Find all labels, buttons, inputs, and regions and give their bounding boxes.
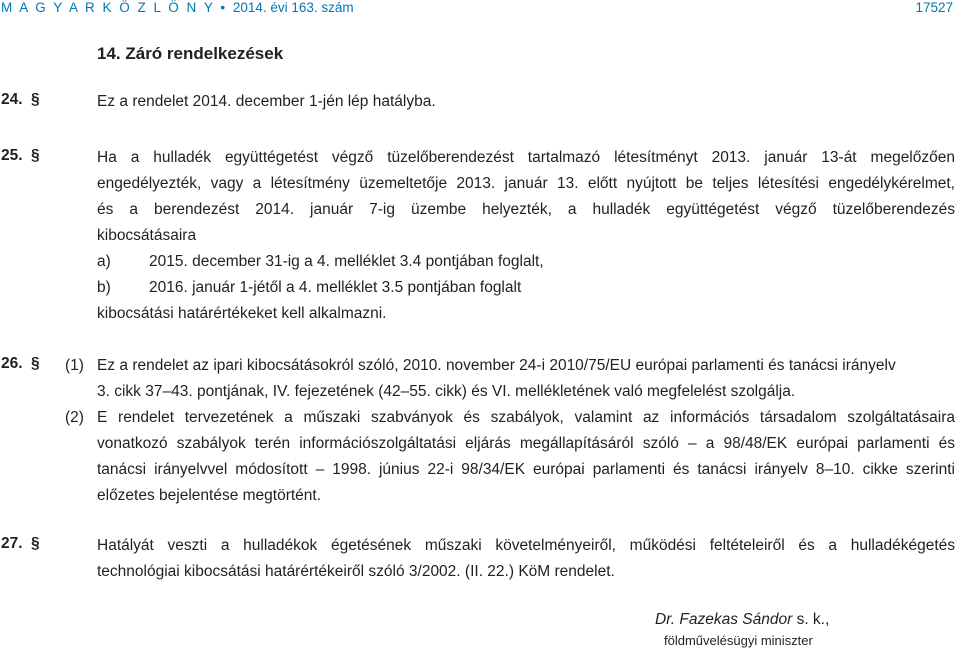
section-sign: § — [31, 535, 40, 552]
item-marker: a) — [97, 253, 111, 270]
signature-suffix: s. k., — [792, 611, 830, 628]
text-line: E rendelet tervezetének a műszaki szabványok és szabályok, valamint az információs társadalom szolgáltatásaira — [97, 409, 955, 426]
text-line: technológiai kibocsátási határértékeiről szóló 3/2002. (II. 22.) KöM rendelet. — [97, 563, 615, 580]
section-sign: § — [31, 147, 40, 164]
text-line: Hatályát veszti a hulladékok égetésének műszaki követelményeiről, működési feltételeiről és a hulladékégetés — [97, 537, 955, 554]
subsection-1-body — [97, 353, 955, 405]
section-title: 14. Záró rendelkezések — [97, 44, 284, 63]
section-sign: § — [31, 91, 40, 108]
closing-text: kibocsátási határértékeket kell alkalmazni. — [97, 305, 387, 322]
paragraph-body — [97, 533, 955, 585]
text-line: Ez a rendelet az ipari kibocsátásokról szóló, 2010. november 24-i 2010/75/EU európai parlamenti és tanácsi irányelv — [97, 357, 896, 374]
text-line: Ha a hulladék együttégetést végző tüzelőberendezést tartalmazó létesítményt 2013. január 13-át megelőzően — [97, 149, 955, 166]
signature-name — [655, 611, 829, 629]
paragraph-body — [97, 145, 955, 249]
signatory-title: földművelésügyi miniszter — [664, 633, 813, 648]
item-text: 2015. december 31-ig a 4. melléklet 3.4 pontjában foglalt, — [149, 253, 544, 270]
text-line: vonatkozó szabályok terén információszolgáltatási eljárás megállapításáról szóló – a 98/48/EK európai parlamenti és — [97, 435, 955, 452]
header-journal-info — [1, 0, 354, 16]
journal-name: M A G Y A R K Ö Z L Ö N Y — [1, 0, 215, 15]
page-number: 17527 — [915, 0, 953, 15]
item-text: 2016. január 1-jétől a 4. melléklet 3.5 pontjában foglalt — [149, 279, 522, 296]
paragraph-number: 27. — [1, 535, 23, 552]
paragraph-number: 24. — [1, 91, 23, 108]
text-line: és a berendezést 2014. január 7-ig üzembe helyezték, a hulladék együttégetést végző tüzelőberendezés — [97, 201, 955, 218]
subsection-2-body — [97, 405, 955, 509]
item-marker: b) — [97, 279, 111, 296]
subsection-marker: (1) — [65, 357, 84, 374]
section-sign: § — [31, 355, 40, 372]
paragraph-number: 25. — [1, 147, 23, 164]
paragraph-number: 26. — [1, 355, 23, 372]
text-line: 3. cikk 37–43. pontjának, IV. fejezetének (42–55. cikk) és VI. mellékletének való megfelelést szolgálja. — [97, 383, 796, 400]
signatory-name: Dr. Fazekas Sándor — [655, 611, 793, 628]
text-line: engedélyezték, vagy a létesítmény üzemeltetője 2013. január 13. előtt nyújtott be teljes létesítési engedélykérelmet, — [97, 175, 955, 192]
subsection-marker: (2) — [65, 409, 84, 426]
issue-label: 2014. évi 163. szám — [232, 0, 354, 15]
page-header — [0, 0, 959, 20]
text-line: tanácsi irányelvvel módosított – 1998. június 22-i 98/34/EK európai parlamenti és tanácsi irányelv 8–10. cikke szerinti — [97, 461, 955, 478]
paragraph-text: Ez a rendelet 2014. december 1-jén lép hatályba. — [97, 93, 436, 110]
header-bullet: • — [220, 0, 228, 15]
text-line: előzetes bejelentése megtörtént. — [97, 487, 322, 504]
text-line: kibocsátásaira — [97, 227, 197, 244]
